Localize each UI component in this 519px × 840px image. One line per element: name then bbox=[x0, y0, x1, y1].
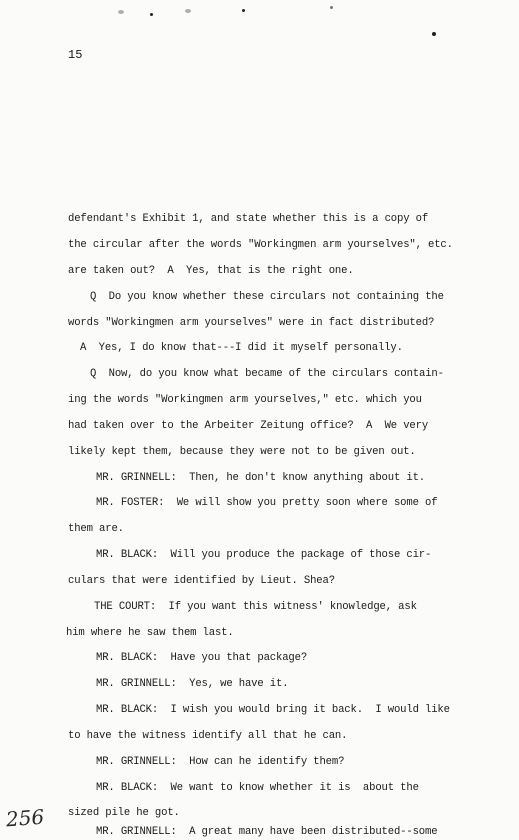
text-line: MR. BLACK: I wish you would bring it back. I would like bbox=[96, 704, 450, 716]
scan-speck bbox=[185, 9, 191, 13]
text-line: MR. GRINNELL: Yes, we have it. bbox=[96, 678, 289, 690]
scan-speck bbox=[150, 13, 153, 16]
text-line: Q Now, do you know what became of the circulars contain- bbox=[90, 368, 444, 380]
text-line: ing the words "Workingmen arm yourselves," etc. which you bbox=[68, 394, 422, 406]
text-line: MR. BLACK: Will you produce the package of those cir- bbox=[96, 549, 432, 561]
text-line: MR. BLACK: We want to know whether it is about the bbox=[96, 782, 419, 794]
scan-speck bbox=[432, 32, 436, 36]
text-line: MR. BLACK: Have you that package? bbox=[96, 652, 308, 664]
scan-speck bbox=[330, 6, 333, 9]
text-line: THE COURT: If you want this witness' knowledge, ask bbox=[94, 601, 417, 613]
text-line: A Yes, I do know that---I did it myself personally. bbox=[80, 342, 403, 354]
text-line: MR. GRINNELL: A great many have been distributed--some bbox=[96, 826, 438, 838]
text-line: words "Workingmen arm yourselves" were in fact distributed? bbox=[68, 317, 435, 329]
text-line: sized pile he got. bbox=[68, 807, 180, 819]
text-line: him where he saw them last. bbox=[66, 627, 234, 639]
text-line: MR. GRINNELL: Then, he don't know anything about it. bbox=[96, 472, 425, 484]
text-line: culars that were identified by Lieut. Shea? bbox=[68, 575, 335, 587]
text-line: likely kept them, because they were not to be given out. bbox=[68, 446, 416, 458]
scan-speck bbox=[242, 9, 245, 12]
text-line: MR. GRINNELL: How can he identify them? bbox=[96, 756, 345, 768]
text-line: to have the witness identify all that he can. bbox=[68, 730, 348, 742]
text-line: the circular after the words "Workingmen arm yourselves", etc. bbox=[68, 239, 453, 251]
page-number: 15 bbox=[68, 48, 83, 62]
handwritten-page-number: 256 bbox=[5, 804, 45, 832]
text-line: are taken out? A Yes, that is the right one. bbox=[68, 265, 354, 277]
text-line: defendant's Exhibit 1, and state whether this is a copy of bbox=[68, 213, 429, 225]
text-line: Q Do you know whether these circulars not containing the bbox=[90, 291, 444, 303]
text-line: had taken over to the Arbeiter Zeitung office? A We very bbox=[68, 420, 429, 432]
text-line: them are. bbox=[68, 523, 124, 535]
text-line: MR. FOSTER: We will show you pretty soon where some of bbox=[96, 497, 438, 509]
scan-speck bbox=[118, 10, 124, 14]
